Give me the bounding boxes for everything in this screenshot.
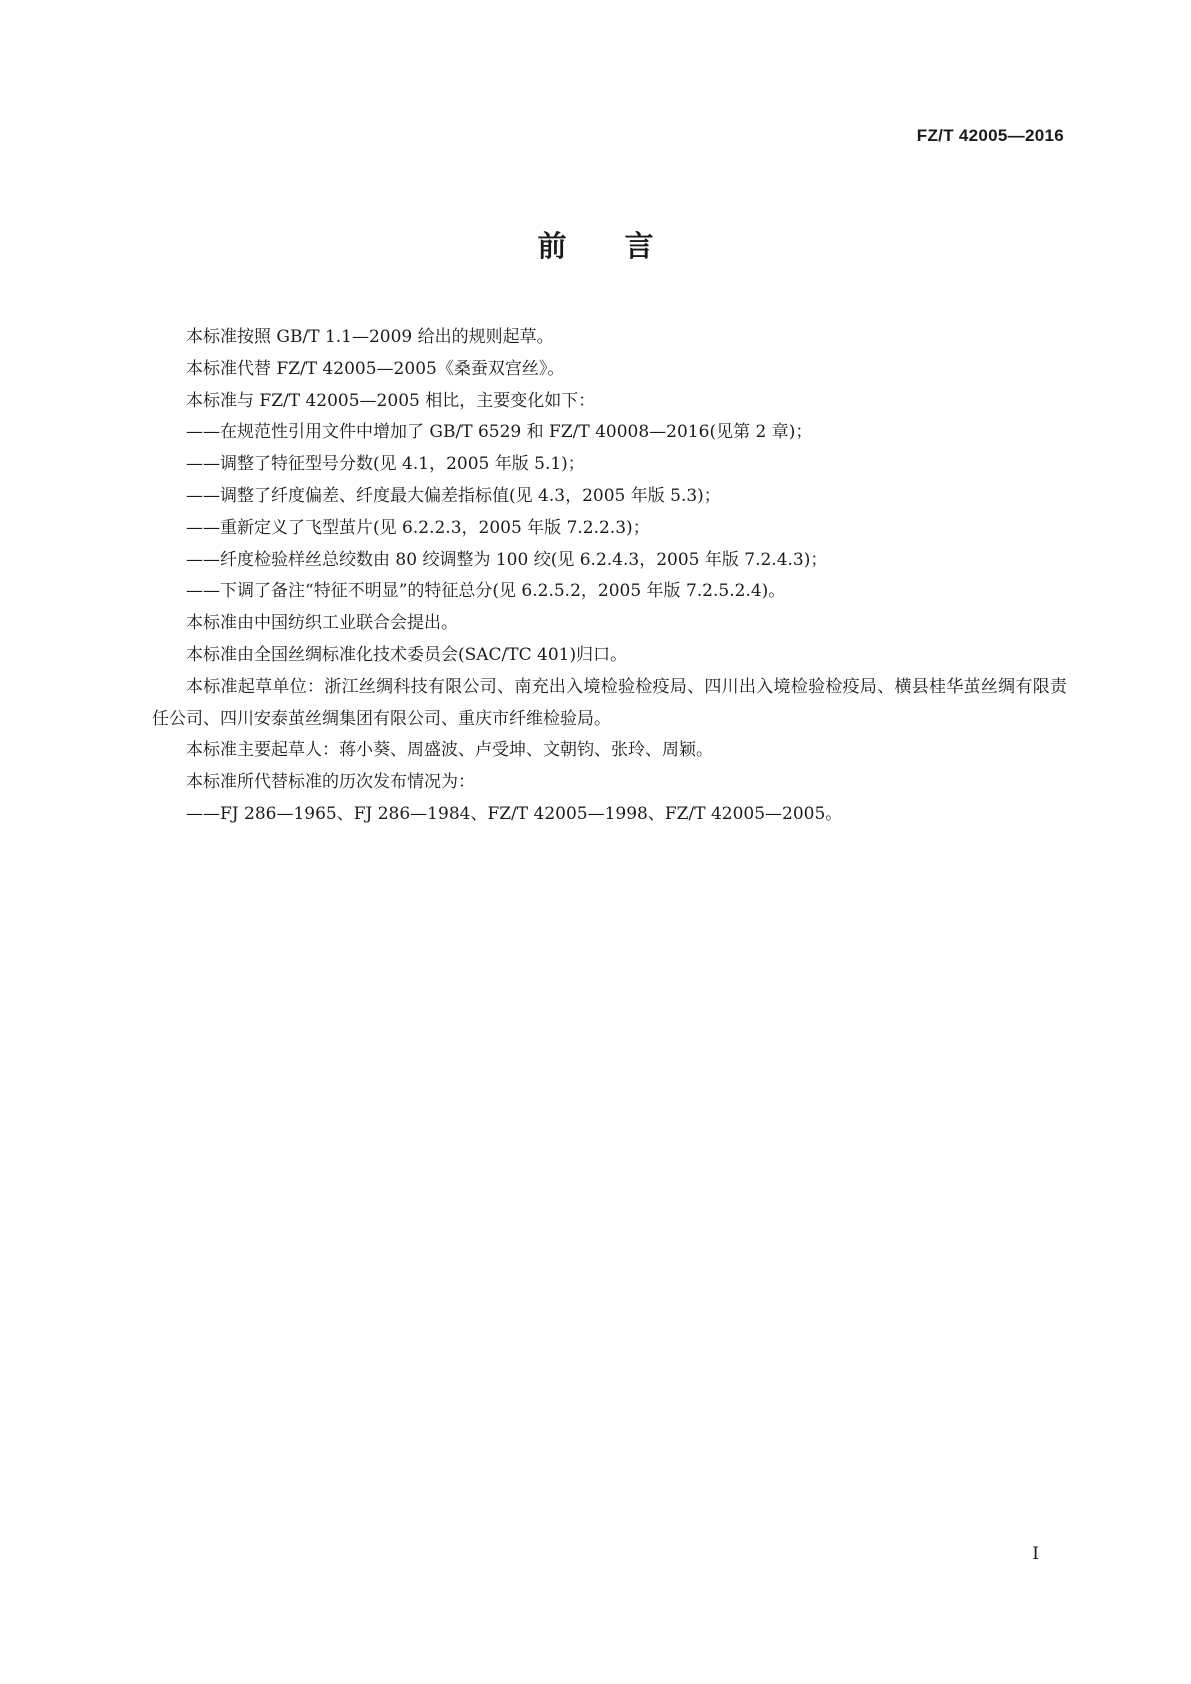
paragraph-drafters: 本标准主要起草人：蒋小葵、周盛波、卢受坤、文朝钧、张玲、周颖。 bbox=[186, 740, 713, 761]
paragraph-replaces: 本标准代替 FZ/T 42005—2005《桑蚕双宫丝》。 bbox=[186, 358, 565, 379]
list-item-change: ——重新定义了飞型茧片(见 6.2.2.3，2005 年版 7.2.2.3)； bbox=[186, 517, 650, 538]
list-item-change: ——调整了特征型号分数(见 4.1，2005 年版 5.1)； bbox=[186, 454, 585, 475]
list-item-history: ——FJ 286—1965、FJ 286—1984、FZ/T 42005—1998、FZ/T 42005—2005。 bbox=[186, 803, 843, 824]
paragraph-drafting-units: 本标准起草单位：浙江丝绸科技有限公司、南充出入境检验检疫局、四川出入境检验检疫局、横县桂华茧丝绸有限责任公司、四川安泰茧丝绸集团有限公司、重庆市纤维检验局。 bbox=[152, 676, 1067, 729]
paragraph-drafting-rules: 本标准按照 GB/T 1.1—2009 给出的规则起草。 bbox=[186, 327, 554, 347]
paragraph-history-intro: 本标准所代替标准的历次发布情况为： bbox=[186, 772, 475, 793]
paragraph-centralized-by: 本标准由全国丝绸标准化技术委员会(SAC/TC 401)归口。 bbox=[186, 644, 628, 665]
paragraph-changes-intro: 本标准与 FZ/T 42005—2005 相比，主要变化如下： bbox=[186, 390, 596, 411]
document-body bbox=[152, 322, 1067, 831]
list-item-change: ——纤度检验样丝总绞数由 80 绞调整为 100 绞(见 6.2.4.3，2005 年版 7.2.4.3)； bbox=[186, 549, 828, 570]
paragraph-proposed-by: 本标准由中国纺织工业联合会提出。 bbox=[186, 613, 458, 634]
page-number: I bbox=[1032, 1544, 1039, 1564]
list-item-change: ——调整了纤度偏差、纤度最大偏差指标值(见 4.3，2005 年版 5.3)； bbox=[186, 485, 721, 506]
list-item-change: ——下调了备注“特征不明显”的特征总分(见 6.2.5.2，2005 年版 7.2.5.2.4)。 bbox=[186, 581, 786, 602]
page-title: 前言 bbox=[537, 229, 712, 263]
list-item-change: ——在规范性引用文件中增加了 GB/T 6529 和 FZ/T 40008—2016(见第 2 章)； bbox=[186, 422, 813, 443]
standard-number: FZ/T 42005—2016 bbox=[916, 126, 1064, 145]
